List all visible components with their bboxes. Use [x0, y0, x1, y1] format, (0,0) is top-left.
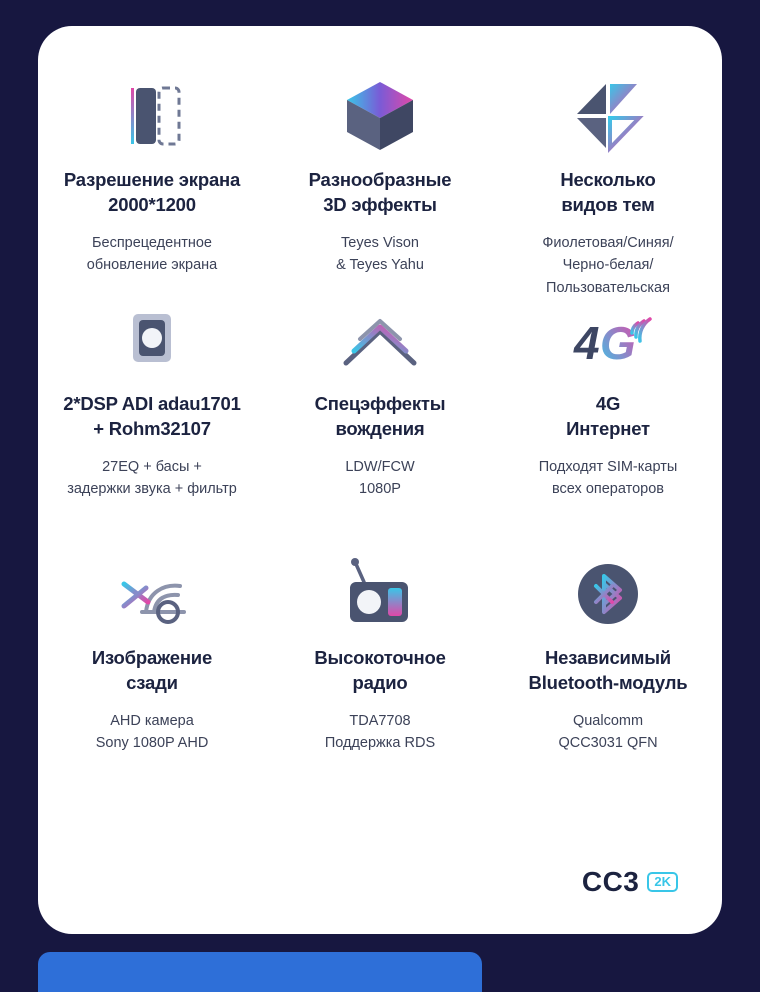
- feature-cell-bluetooth: [494, 538, 722, 786]
- feature-desc: Qualcomm QCC3031 QFN: [558, 712, 658, 752]
- rear-camera-icon: [48, 542, 256, 646]
- svg-text:4: 4: [574, 317, 600, 369]
- feature-desc: 27EQ + басы + задержки звука + фильтр: [67, 458, 237, 498]
- feature-desc: Беспрецедентное обновление экрана: [86, 234, 218, 274]
- feature-desc: Подходят SIM-карты всех операторов: [538, 458, 678, 498]
- feature-grid-row-2: [38, 284, 722, 532]
- product-logo: [582, 866, 678, 898]
- feature-cell-rear-camera: [38, 538, 266, 786]
- feature-title: Несколько видов тем: [560, 169, 656, 215]
- feature-title: 4G Интернет: [566, 393, 650, 439]
- feature-cell-driving-effects: [266, 284, 494, 532]
- 4g-internet-icon: [504, 288, 712, 392]
- feature-cell-3d-effects: [266, 60, 494, 318]
- feature-cell-screen-resolution: [38, 60, 266, 318]
- feature-title: Изображение сзади: [91, 647, 213, 693]
- svg-text:G: G: [600, 317, 636, 369]
- feature-desc: Фиолетовая/Синяя/ Черно-белая/ Пользовательская: [542, 234, 674, 296]
- feature-desc: Teyes Vison & Teyes Yahu: [336, 234, 424, 274]
- feature-card: [38, 26, 722, 934]
- feature-title: Разрешение экрана 2000*1200: [63, 169, 241, 215]
- screen-resolution-icon: [48, 64, 256, 168]
- bottom-banner-strip: [38, 952, 482, 992]
- logo-text: CC3: [581, 866, 640, 897]
- feature-cell-radio: [266, 538, 494, 786]
- feature-grid: [38, 26, 722, 318]
- feature-title: Разнообразные 3D эффекты: [308, 169, 452, 215]
- feature-desc: LDW/FCW 1080P: [345, 458, 415, 498]
- feature-cell-themes: [494, 60, 722, 318]
- dsp-chip-icon: [48, 288, 256, 392]
- cube-3d-effects-icon: [276, 64, 484, 168]
- feature-title: Спецэффекты вождения: [314, 393, 446, 439]
- driving-chevrons-icon: [276, 288, 484, 392]
- themes-icon: [504, 64, 712, 168]
- logo-badge: 2K: [647, 872, 678, 892]
- feature-grid-row-3: [38, 538, 722, 786]
- feature-title: Независимый Bluetooth-модуль: [528, 647, 688, 693]
- bluetooth-icon: [504, 542, 712, 646]
- feature-cell-dsp: [38, 284, 266, 532]
- feature-title: 2*DSP ADI adau1701 + Rohm32107: [63, 393, 241, 439]
- radio-icon: [276, 542, 484, 646]
- feature-title: Высокоточное радио: [314, 647, 446, 693]
- feature-cell-4g: [494, 284, 722, 532]
- feature-desc: TDA7708 Поддержка RDS: [324, 712, 436, 752]
- feature-desc: AHD камера Sony 1080P AHD: [95, 712, 209, 752]
